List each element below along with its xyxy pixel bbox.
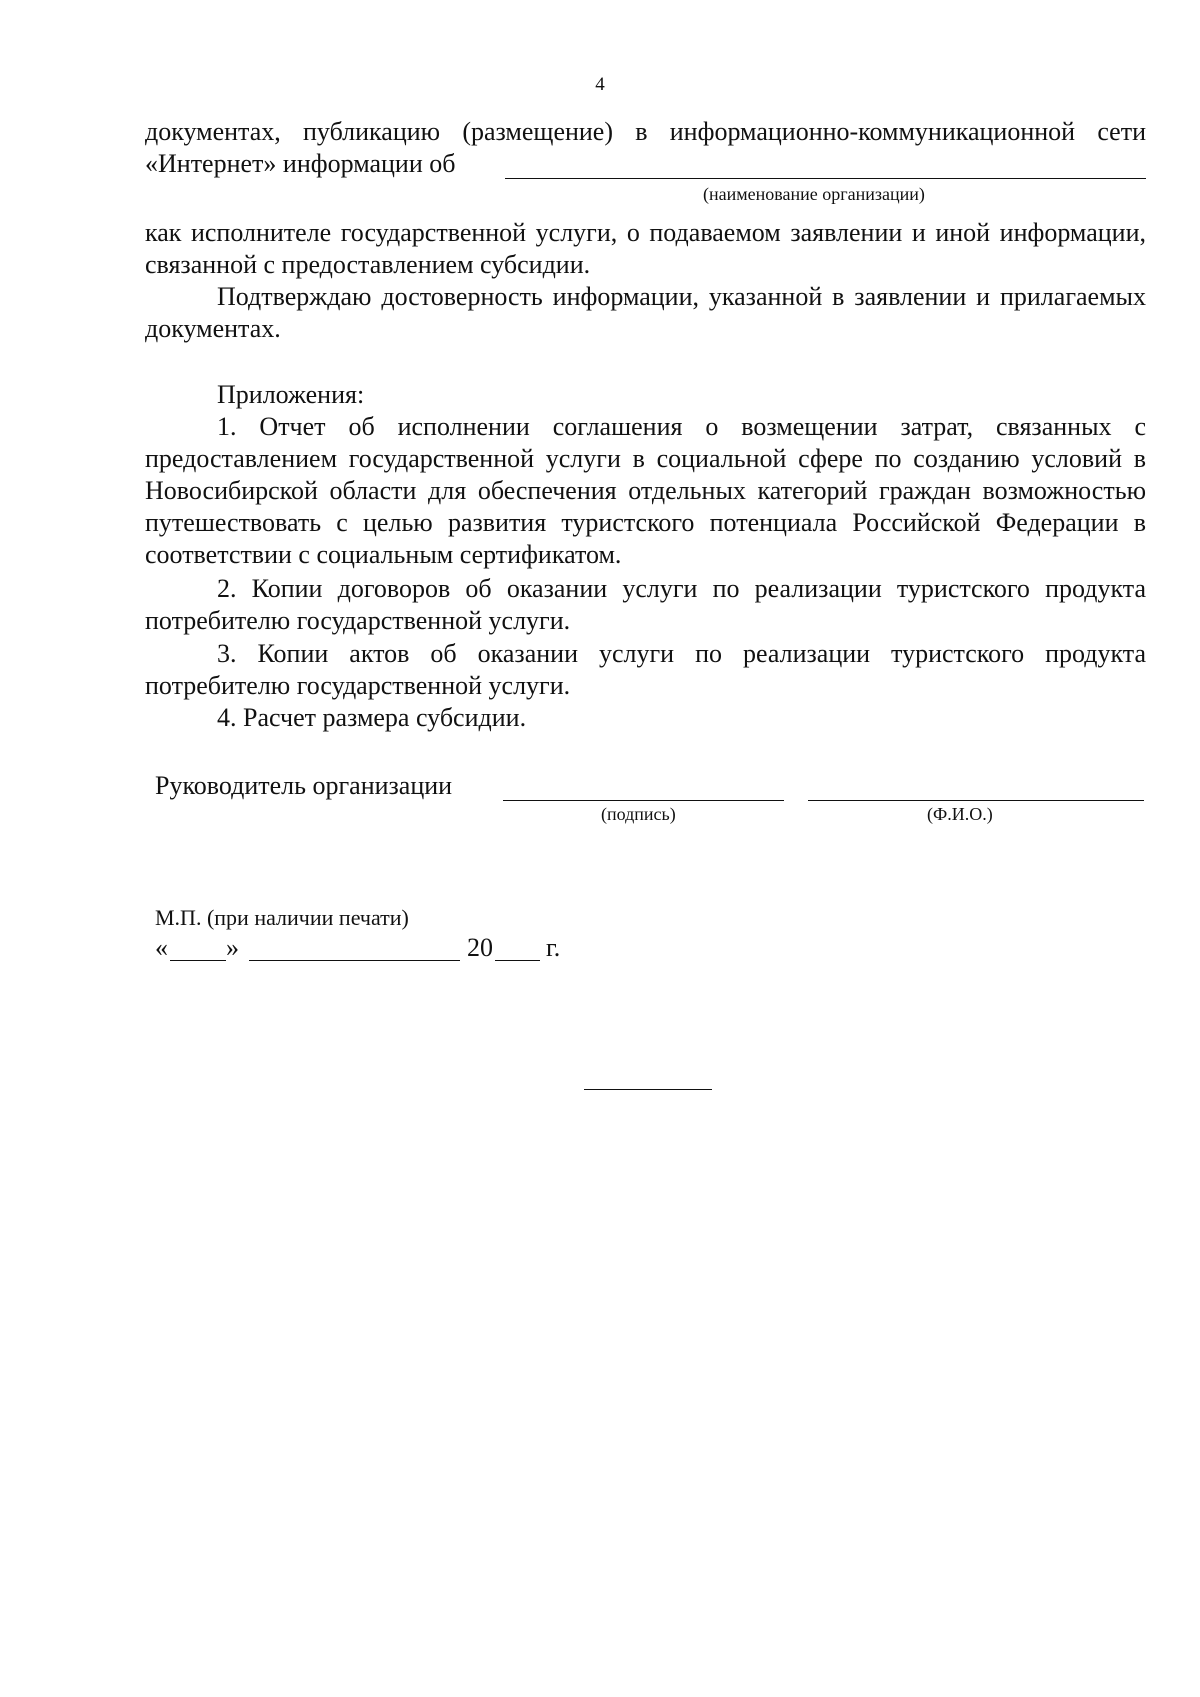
org-name-caption: (наименование организации): [703, 184, 925, 204]
para2: как исполнителе государственной услуги, о подаваемом заявлении и иной информации, связанной с предоставлением субсидии.: [145, 218, 1146, 279]
date-year-suffix: г.: [546, 933, 561, 962]
date-year-prefix: 20: [467, 933, 493, 962]
date-year-line: [495, 960, 540, 961]
stamp-label: М.П. (при наличии печати): [155, 905, 409, 930]
signature-line: [503, 800, 784, 801]
attachment-item-1: 1. Отчет об исполнении соглашения о возмещении затрат, связанных с предоставлением государственной услуги в социальной сфере по созданию условий в Новосибирской области для обеспечения отдельных категорий граждан возможностью путешествовать с целью развития туристского потенциала Российской Федерации в соответствии с социальным сертификатом.: [145, 412, 1146, 569]
para1-line1: документах, публикацию (размещение) в информационно-коммуникационной сети: [145, 117, 1146, 146]
fio-caption: (Ф.И.О.): [927, 804, 993, 824]
date-day-line: [170, 960, 226, 961]
para1-line2-prefix: «Интернет» информации об: [145, 149, 456, 178]
signature-caption: (подпись): [601, 804, 676, 824]
page-number: 4: [595, 74, 605, 95]
signature-label: Руководитель организации: [155, 771, 453, 800]
date-open-quote: «: [155, 933, 168, 962]
attachment-item-2: 2. Копии договоров об оказании услуги по реализации туристского продукта потребителю государственной услуги.: [145, 574, 1146, 635]
attachment-item-4: 4. Расчет размера субсидии.: [217, 703, 527, 732]
fio-line: [808, 800, 1144, 801]
date-month-line: [249, 960, 460, 961]
attachments-heading: Приложения:: [217, 380, 365, 409]
attachment-item-3: 3. Копии актов об оказании услуги по реализации туристского продукта потребителю государственной услуги.: [145, 639, 1146, 700]
para3: Подтверждаю достоверность информации, указанной в заявлении и прилагаемых документах.: [145, 282, 1146, 343]
closing-divider: [584, 1089, 712, 1090]
date-close-quote: »: [226, 933, 239, 962]
org-name-line: [505, 178, 1146, 179]
